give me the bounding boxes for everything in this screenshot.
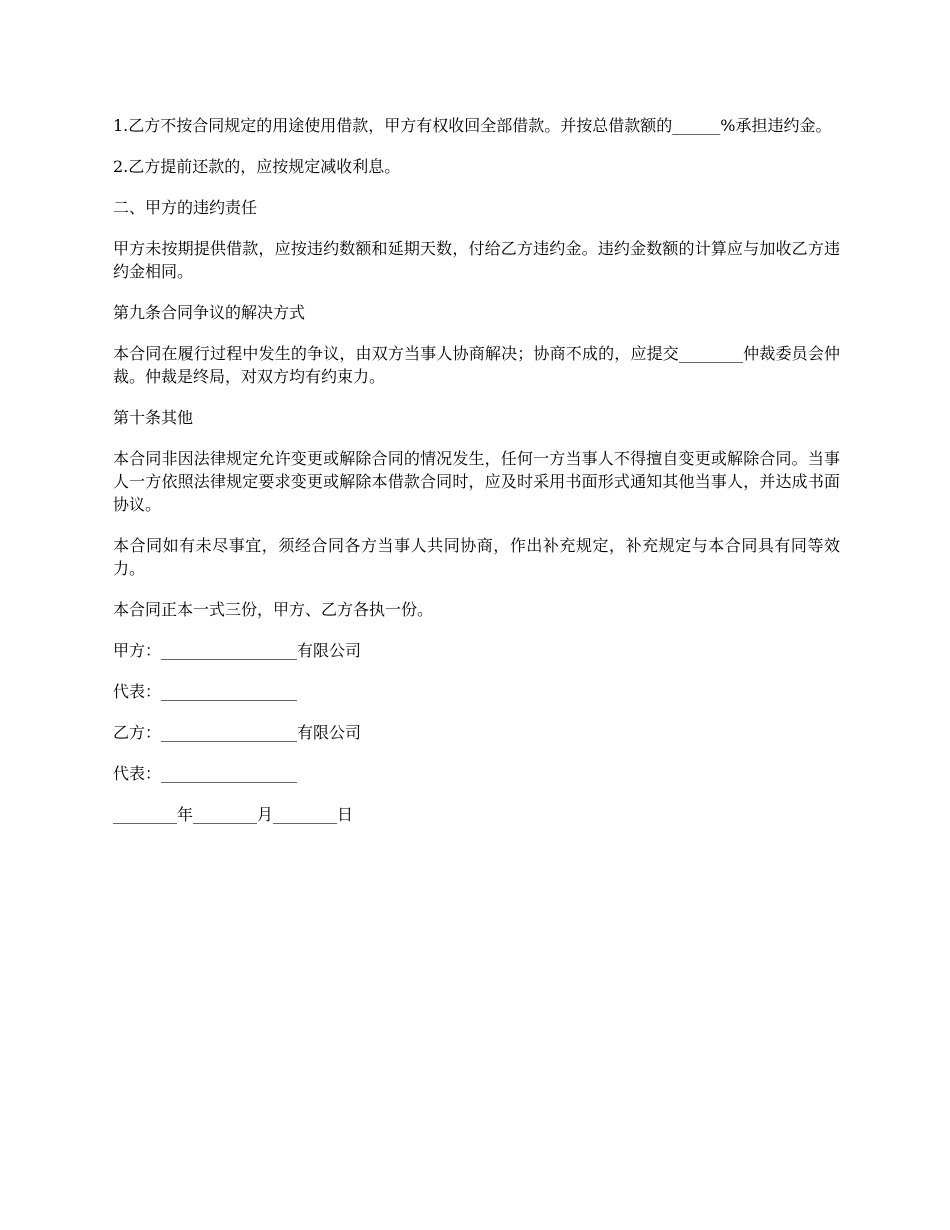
signature-party-a-representative: 代表：_________________ xyxy=(113,682,298,701)
signature-party-a: 甲方：_________________有限公司 xyxy=(113,641,362,660)
clause-supplementary: 本合同如有未尽事宜，须经合同各方当事人共同协商，作出补充规定，补充规定与本合同具有同等效力。 xyxy=(113,536,840,578)
article-heading-other: 第十条其他 xyxy=(113,408,194,427)
signature-party-b-representative: 代表：_________________ xyxy=(113,764,298,783)
clause-modification: 本合同非因法律规定允许变更或解除合同的情况发生，任何一方当事人不得擅自变更或解除合同。当事人一方依照法律规定要求变更或解除本借款合同时，应及时采用书面形式通知其他当事人，并达成书面协议。 xyxy=(113,449,840,514)
signature-date: ________年________月________日 xyxy=(113,805,354,824)
clause-early-repayment: 2.乙方提前还款的，应按规定减收利息。 xyxy=(113,157,401,176)
section-heading-party-a-liability: 二、甲方的违约责任 xyxy=(113,198,258,217)
signature-party-b: 乙方：_________________有限公司 xyxy=(113,723,362,742)
article-heading-dispute-resolution: 第九条合同争议的解决方式 xyxy=(113,303,306,322)
clause-party-a-late-loan: 甲方未按期提供借款，应按违约数额和延期天数，付给乙方违约金。违约金数额的计算应与加收乙方违约金相同。 xyxy=(113,239,840,281)
document-page xyxy=(113,114,840,844)
clause-breach-misuse: 1.乙方不按合同规定的用途使用借款，甲方有权收回全部借款。并按总借款额的______%承担违约金。 xyxy=(113,116,832,135)
clause-copies: 本合同正本一式三份，甲方、乙方各执一份。 xyxy=(113,600,434,619)
clause-arbitration: 本合同在履行过程中发生的争议，由双方当事人协商解决；协商不成的，应提交________仲裁委员会仲裁。仲裁是终局，对双方均有约束力。 xyxy=(113,344,840,386)
